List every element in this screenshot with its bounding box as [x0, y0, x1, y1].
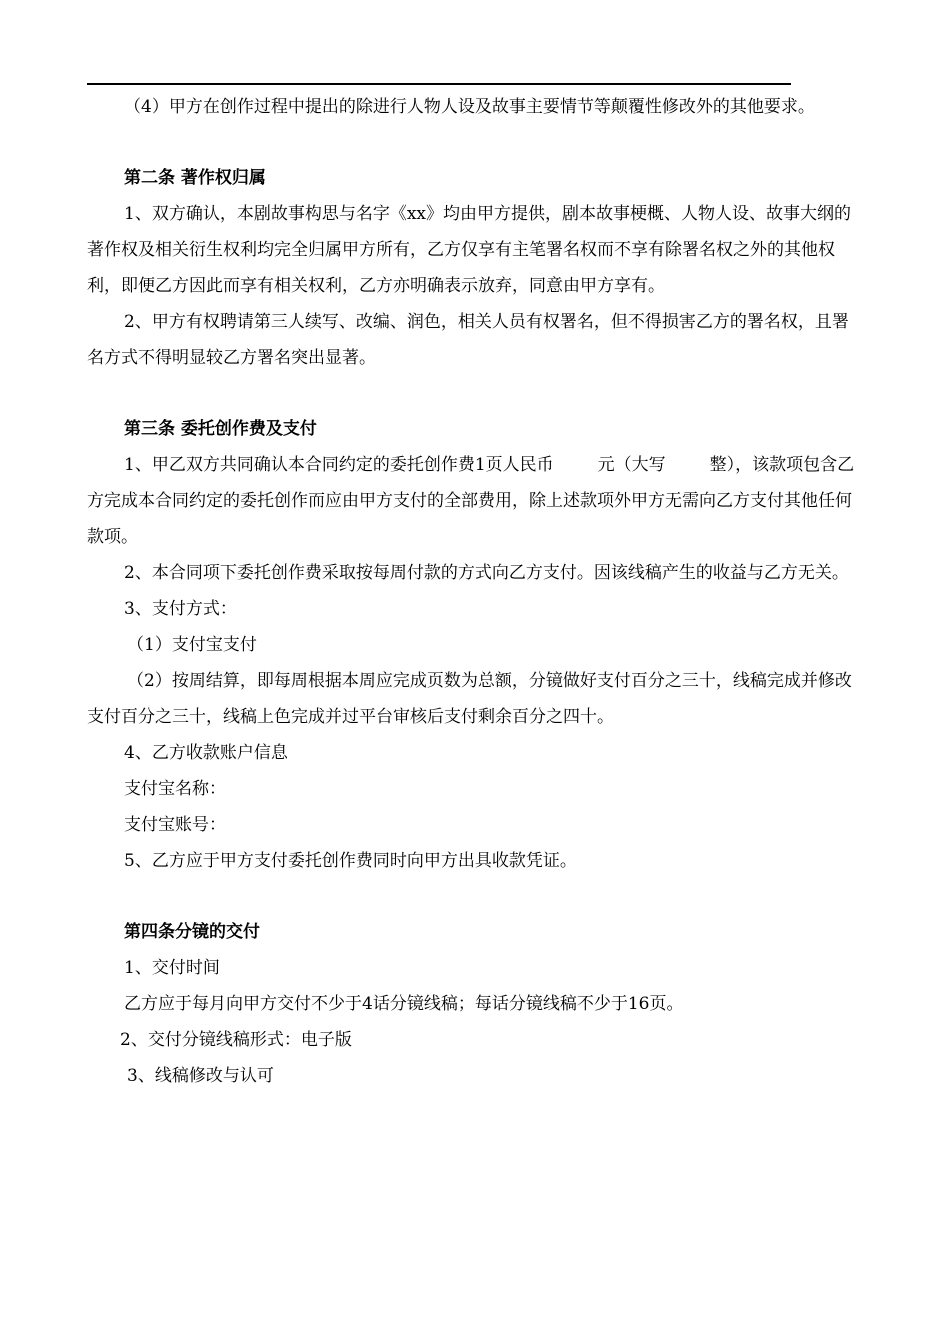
fee-text-b: 元（大写: [597, 455, 666, 475]
fee-text-c: 整），该款项包含乙方完成本合同约定的委托创作而应由甲方支付的全部费用，除上述款项外甲方无需向乙方支付其他任何款项。: [87, 455, 855, 547]
payment-method-2: （2）按周结算，即每周根据本周应完成页数为总额，分镜做好支付百分之三十，线稿完成并修改支付百分之三十，线稿上色完成并过平台审核后支付剩余百分之四十。: [87, 671, 852, 727]
section-3-paragraph-3: 3、支付方式：: [124, 599, 237, 619]
clause-1-item-4: （4）甲方在创作过程中提出的除进行人物人设及故事主要情节等颠覆性修改外的其他要求。: [124, 97, 815, 117]
section-3-heading: 第三条 委托创作费及支付: [124, 419, 317, 439]
section-3-paragraph-4: 4、乙方收款账户信息: [124, 743, 288, 763]
alipay-name-field: 支付宝名称：: [124, 779, 226, 799]
section-3-paragraph-2: 2、本合同项下委托创作费采取按每周付款的方式向乙方支付。因该线稿产生的收益与乙方无关。: [124, 563, 849, 583]
section-4-paragraph-2: 2、交付分镜线稿形式：电子版: [120, 1030, 352, 1050]
section-4-heading: 第四条分镜的交付: [124, 922, 260, 942]
alipay-account-field: 支付宝账号：: [124, 815, 226, 835]
section-spacer: [87, 879, 859, 914]
section-4-paragraph-3: 3、线稿修改与认可: [127, 1066, 274, 1086]
section-4-paragraph-1: 1、交付时间: [124, 958, 220, 978]
header-rule: [87, 83, 791, 85]
section-3-paragraph-5: 5、乙方应于甲方支付委托创作费同时向甲方出具收款凭证。: [124, 851, 577, 871]
section-2-paragraph-1: 1、双方确认，本剧故事构思与名字《xx》均由甲方提供，剧本故事梗概、人物人设、故事大纲的著作权及相关衍生权利均完全归属甲方所有，乙方仅享有主笔署名权而不享有除署名权之外的其他权利，即便乙方因此而享有相关权利，乙方亦明确表示放弃，同意由甲方享有。: [87, 204, 851, 296]
section-spacer: [87, 376, 859, 411]
payment-method-1: （1）支付宝支付: [127, 635, 257, 655]
section-3-paragraph-1: [87, 447, 859, 555]
contract-document: [87, 89, 859, 1094]
section-2-heading: 第二条 著作权归属: [124, 168, 266, 188]
section-4-paragraph-1-text: 乙方应于每月向甲方交付不少于4话分镜线稿；每话分镜线稿不少于16页。: [124, 994, 684, 1014]
section-2-paragraph-2: 2、甲方有权聘请第三人续写、改编、润色，相关人员有权署名，但不得损害乙方的署名权，且署名方式不得明显较乙方署名突出显著。: [87, 312, 849, 368]
fee-text-a: 1、甲乙双方共同确认本合同约定的委托创作费1页人民币: [124, 455, 554, 475]
section-spacer: [87, 125, 859, 160]
